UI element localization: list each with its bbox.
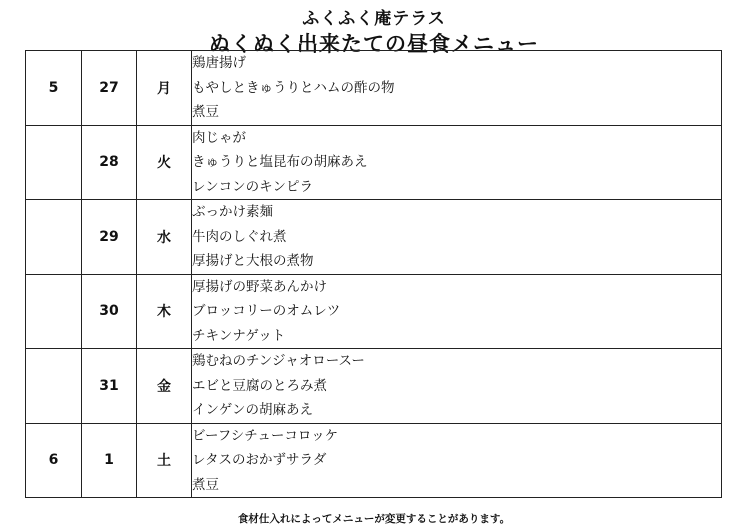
dishes-cell xyxy=(192,51,722,126)
weekday-cell: 月 xyxy=(137,51,192,126)
day-cell: 1 xyxy=(82,423,137,498)
dishes-cell xyxy=(192,125,722,200)
month-cell xyxy=(26,125,82,200)
dish-item: 肉じゃが xyxy=(192,129,246,146)
menu-row xyxy=(26,51,722,126)
dish-item: レンコンのキンピラ xyxy=(192,178,314,195)
dish-item: ぶっかけ素麺 xyxy=(192,204,273,220)
lunch-menu-table xyxy=(25,50,722,498)
month-cell: 6 xyxy=(26,423,82,498)
menu-row xyxy=(26,349,722,424)
menu-row xyxy=(26,274,722,349)
weekday-cell: 水 xyxy=(137,200,192,275)
dish-item: ビーフシチューコロッケ xyxy=(192,427,339,444)
dishes-cell xyxy=(192,274,722,349)
dish-item: きゅうりと塩昆布の胡麻あえ xyxy=(192,154,368,170)
dishes-cell xyxy=(192,200,722,275)
weekday-cell: 火 xyxy=(137,125,192,200)
day-cell: 28 xyxy=(82,125,137,200)
menu-row xyxy=(26,125,722,200)
dish-item: エビと豆腐のとろみ煮 xyxy=(192,377,327,394)
dish-item: 鶏唐揚げ xyxy=(192,55,246,71)
dishes-cell xyxy=(192,349,722,424)
restaurant-name: ふくふく庵テラス xyxy=(302,9,446,29)
dish-item: ブロッコリーのオムレツ xyxy=(192,303,341,319)
day-cell: 31 xyxy=(82,349,137,424)
weekday-cell: 土 xyxy=(137,423,192,498)
day-cell: 30 xyxy=(82,274,137,349)
month-cell xyxy=(26,200,82,275)
dish-item: レタスのおかずサラダ xyxy=(192,452,327,468)
menu-row xyxy=(26,200,722,275)
dish-item: チキンナゲット xyxy=(192,327,286,344)
month-cell xyxy=(26,274,82,349)
dish-item: 鶏むねのチンジャオロースー xyxy=(192,353,365,369)
dish-item: 厚揚げと大根の煮物 xyxy=(192,253,314,269)
menu-title: ぬくぬく出来たての昼食メニュー xyxy=(209,32,539,56)
day-cell: 27 xyxy=(82,51,137,126)
month-cell: 5 xyxy=(26,51,82,126)
menu-row xyxy=(26,423,722,498)
menu-change-note: 食材仕入れによってメニューが変更することがあります。 xyxy=(237,513,511,525)
weekday-cell: 金 xyxy=(137,349,192,424)
day-cell: 29 xyxy=(82,200,137,275)
dish-item: 厚揚げの野菜あんかけ xyxy=(192,278,327,295)
dish-item: 煮豆 xyxy=(192,104,219,120)
weekday-cell: 木 xyxy=(137,274,192,349)
dish-item: 煮豆 xyxy=(192,476,219,493)
month-cell xyxy=(26,349,82,424)
dish-item: もやしときゅうりとハムの酢の物 xyxy=(192,79,395,96)
dish-item: インゲンの胡麻あえ xyxy=(192,402,313,418)
dishes-cell xyxy=(192,423,722,498)
dish-item: 牛肉のしぐれ煮 xyxy=(192,228,287,245)
